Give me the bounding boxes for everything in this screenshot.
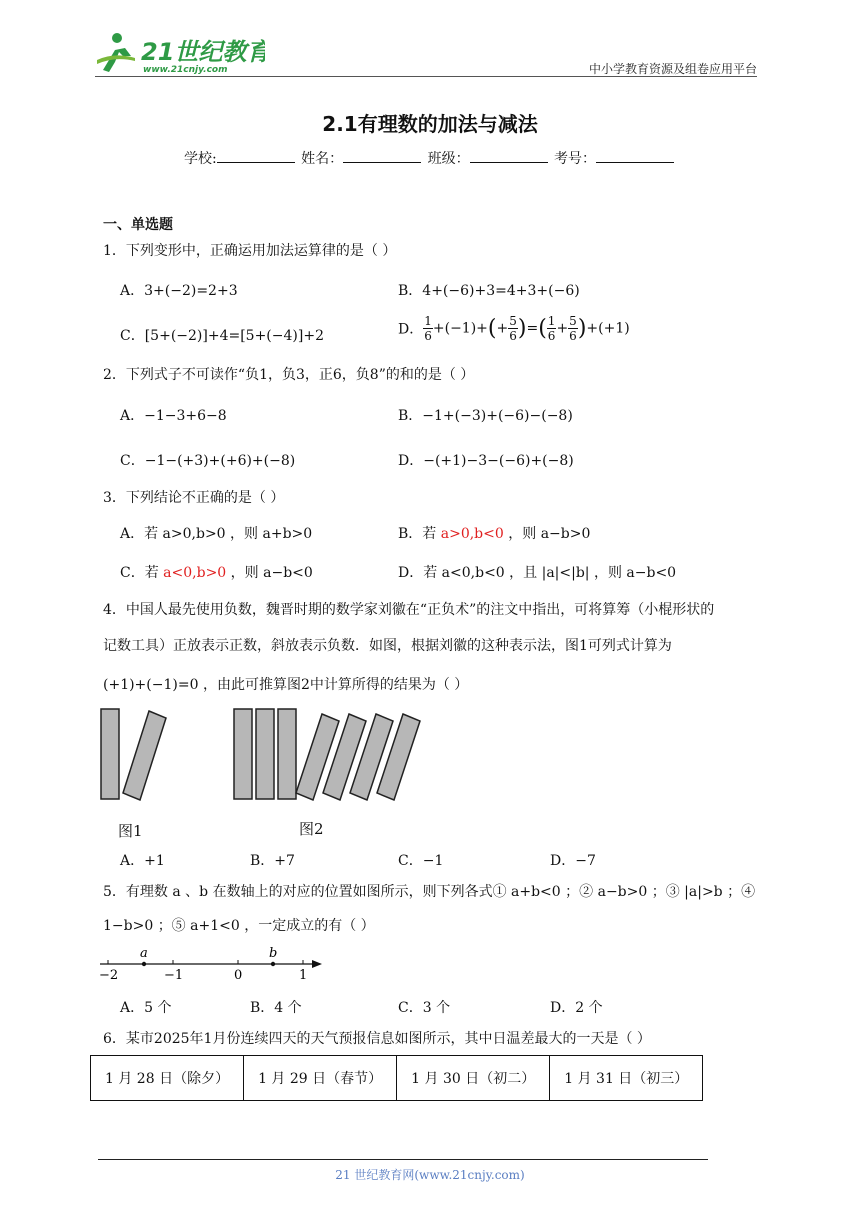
rod-upright	[278, 709, 296, 799]
q4-option-c[interactable]: C．−1	[398, 853, 444, 869]
rod-slanted	[123, 711, 166, 800]
point-a-label: a	[140, 946, 148, 961]
q1-option-b[interactable]: B．4+(−6)+3=4+3+(−6)	[398, 283, 580, 299]
q4-option-a[interactable]: A．+1	[120, 853, 165, 869]
site-logo	[95, 30, 265, 76]
q2-stem: 2．下列式子不可读作“负1，负3，正6，负8”的和的是（ ）	[103, 367, 475, 383]
q5-stem-line1: 5．有理数 a 、b 在数轴上的对应的位置如图所示，则下列各式① a+b<0 ；② a−b>0 ；③ |a|>b ；④	[103, 884, 756, 900]
section-heading: 一、单选题	[103, 217, 173, 233]
rod-upright	[101, 709, 119, 799]
logo-url: www.21cnjy.com	[143, 65, 228, 75]
q4-stem-line3: (+1)+(−1)=0 ，由此可推算图2中计算所得的结果为（ ）	[103, 677, 469, 693]
table-cell: 1 月 28 日（除夕）	[91, 1056, 244, 1101]
q4-option-b[interactable]: B．+7	[250, 853, 295, 869]
point-b	[271, 962, 275, 966]
q3-option-c[interactable]: C．若 a<0,b>0 ，则 a−b<0	[120, 565, 313, 581]
q2-option-a[interactable]: A．−1−3+6−8	[120, 408, 227, 424]
q4-option-d[interactable]: D．−7	[550, 853, 596, 869]
school-label: 学校:	[183, 151, 217, 167]
q3-option-d[interactable]: D．若 a<0,b<0 ，且 |a|<|b| ，则 a−b<0	[398, 565, 677, 581]
q5-option-d[interactable]: D．2 个	[550, 1000, 603, 1016]
exam-blank[interactable]	[596, 148, 674, 163]
q6-stem: 6．某市2025年1月份连续四天的天气预报信息如图所示，其中日温差最大的一天是（ ）	[103, 1031, 651, 1047]
tick-label: −2	[99, 968, 119, 983]
q5-stem-line2: 1−b>0 ；⑤ a+1<0 ，一定成立的有（ ）	[103, 918, 375, 934]
q1-stem: 1．下列变形中，正确运用加法运算律的是（ ）	[103, 243, 397, 259]
q5-option-c[interactable]: C．3 个	[398, 1000, 451, 1016]
q2-option-c[interactable]: C．−1−(+3)+(+6)+(−8)	[120, 453, 296, 469]
q2-option-d[interactable]: D．−(+1)−3−(−6)+(−8)	[398, 453, 574, 469]
name-blank[interactable]	[343, 148, 421, 163]
rod-upright	[234, 709, 252, 799]
q4-stem-line2: 记数工具）正放表示正数，斜放表示负数．如图，根据刘徽的这种表示法，图1可列式计算为	[103, 638, 672, 654]
exam-label: 考号：	[554, 151, 597, 167]
tick-label: 1	[299, 968, 308, 983]
q3-option-a[interactable]: A．若 a>0,b>0 ，则 a+b>0	[120, 526, 313, 542]
fig1-label: 图1	[118, 822, 143, 840]
student-info-fields	[0, 148, 860, 168]
footer-link[interactable]: 21 世纪教育网(www.21cnjy.com)	[335, 1168, 525, 1182]
platform-name: 中小学教育资源及组卷应用平台	[588, 62, 757, 76]
class-label: 班级：	[427, 151, 470, 167]
table-cell: 1 月 29 日（春节）	[244, 1056, 397, 1101]
rod-upright	[256, 709, 274, 799]
point-b-label: b	[269, 946, 278, 961]
q3-c-highlight: a<0,b>0	[163, 565, 227, 581]
header-divider	[95, 76, 757, 77]
table-row	[91, 1056, 703, 1101]
tick-label: −1	[164, 968, 184, 983]
footer-divider	[98, 1159, 708, 1160]
table-cell: 1 月 30 日（初二）	[397, 1056, 550, 1101]
fig2-label: 图2	[299, 820, 324, 838]
name-label: 姓名：	[301, 151, 344, 167]
q1-option-a[interactable]: A．3+(−2)=2+3	[120, 283, 238, 299]
q5-option-a[interactable]: A．5 个	[120, 1000, 172, 1016]
q1-option-d[interactable]: D． $\frac{1}{6}$ +(−1)+(+ $\frac{5}{6}$ )=( $\frac{1}{6}$ + $\frac{5}{6}$ )+(+1)	[398, 314, 630, 343]
class-blank[interactable]	[470, 148, 548, 163]
q5-option-b[interactable]: B．4 个	[250, 1000, 302, 1016]
q3-option-b[interactable]: B．若 a>0,b<0 ，则 a−b>0	[398, 526, 591, 542]
school-blank[interactable]	[217, 148, 295, 163]
q4-stem-line1: 4．中国人最先使用负数，魏晋时期的数学家刘徽在“正负术”的注文中指出，可将算筹（小棍形状的	[103, 602, 715, 618]
table-cell: 1 月 31 日（初三）	[550, 1056, 703, 1101]
logo-text: 21世纪教育	[141, 38, 265, 66]
q1-option-c[interactable]: C．[5+(−2)]+4=[5+(−4)]+2	[120, 328, 324, 344]
axis-arrow	[312, 960, 322, 968]
tick-label: 0	[234, 968, 243, 983]
q2-option-b[interactable]: B．−1+(−3)+(−6)−(−8)	[398, 408, 573, 424]
doc-title: 2.1有理数的加法与减法	[322, 112, 538, 136]
q3-stem: 3．下列结论不正确的是（ ）	[103, 490, 285, 506]
number-line	[96, 944, 328, 988]
q3-b-highlight: a>0,b<0	[440, 526, 504, 542]
counting-rods-figure	[98, 706, 438, 810]
point-a	[142, 962, 146, 966]
weather-table	[90, 1055, 703, 1101]
